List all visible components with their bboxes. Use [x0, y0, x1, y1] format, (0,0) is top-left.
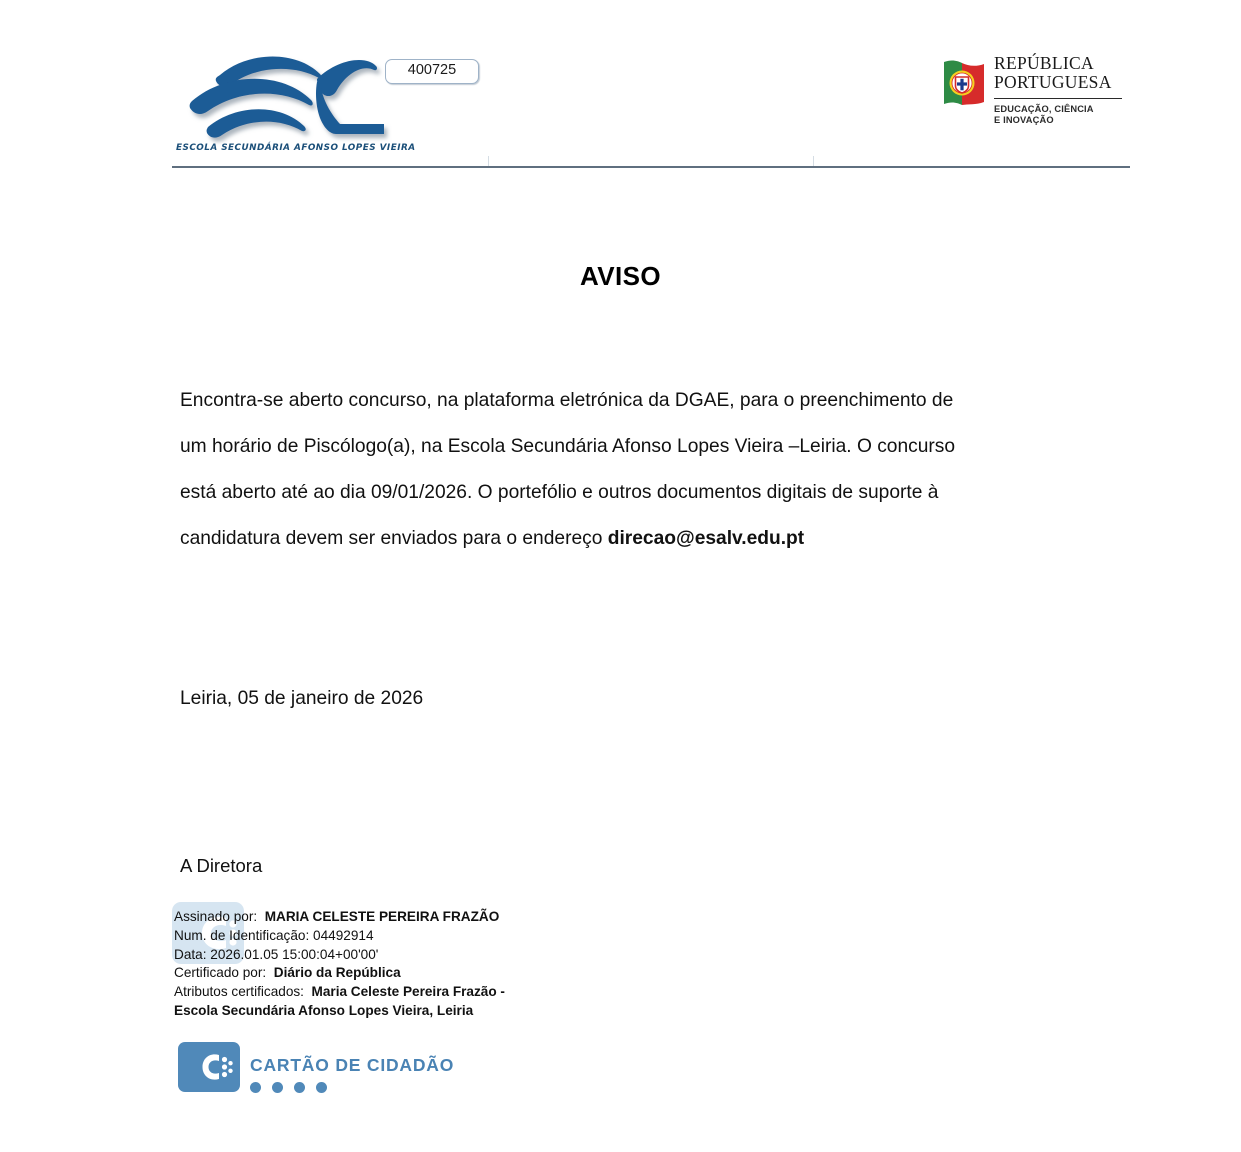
cartao-cidadao-dot [272, 1082, 283, 1093]
body-line-text: candidatura devem ser enviados para o endereço [180, 528, 608, 549]
cartao-cidadao-c-glyph-icon [178, 1042, 240, 1092]
signature-certified-by [174, 964, 594, 983]
signature-id-value: 04492914 [313, 927, 374, 943]
republica-line-1: REPÚBLICA [994, 53, 1094, 73]
signature-certified-by-label: Certificado por: [174, 965, 267, 981]
signature-identification [174, 927, 594, 946]
signature-signed-by [174, 908, 594, 927]
school-code-badge: 400725 [385, 59, 479, 84]
body-line: Encontra-se aberto concurso, na plataforma eletrónica da DGAE, para o preenchimento de [180, 390, 954, 411]
republica-subtitle-2: E INOVAÇÃO [994, 115, 1054, 126]
header-divider-rule [172, 166, 1130, 168]
school-book-wave-logo-icon [170, 52, 400, 147]
signature-attributes-value: Maria Celeste Pereira Frazão - [311, 984, 505, 1000]
signature-attributes-value-line2: Escola Secundária Afonso Lopes Vieira, Leiria [174, 1002, 474, 1018]
signature-date [174, 946, 594, 965]
signature-date-label: Data: [174, 946, 207, 962]
signature-id-label: Num. de Identificação: [174, 927, 310, 943]
signature-attributes-label: Atributos certificados: [174, 984, 304, 1000]
document-header [170, 40, 1130, 170]
cartao-cidadao-logo [178, 1042, 455, 1104]
digital-signature-block [174, 908, 594, 1028]
page-title: AVISO [580, 261, 661, 291]
place-and-date: Leiria, 05 de janeiro de 2026 [180, 688, 424, 709]
republica-line-2: PORTUGUESA [994, 71, 1112, 92]
republica-subtitle-1: EDUCAÇÃO, CIÊNCIA [994, 103, 1094, 114]
body-line: um horário de Piscólogo(a), na Escola Secundária Afonso Lopes Vieira –Leiria. O concurso [180, 436, 956, 457]
header-rule-tick [488, 156, 489, 166]
signature-attributes [174, 983, 594, 1002]
contact-email: direcao@esalv.edu.pt [607, 528, 805, 549]
signature-signed-by-label: Assinado por: [174, 909, 258, 924]
body-line-with-email [180, 516, 1070, 562]
cartao-cidadao-wordmark: CARTÃO DE CIDADÃO [250, 1055, 455, 1075]
header-rule-tick [813, 156, 814, 166]
signature-attributes-cont [174, 1002, 594, 1021]
signer-role: A Diretora [180, 855, 263, 876]
cartao-cidadao-dots [250, 1082, 327, 1093]
document-body [180, 378, 1070, 562]
cartao-cidadao-dot [294, 1082, 305, 1093]
signature-signed-by-value: MARIA CELESTE PEREIRA FRAZÃO [264, 909, 500, 924]
republica-portuguesa-text [994, 54, 1124, 127]
cartao-cidadao-dot [316, 1082, 327, 1093]
signature-details [174, 908, 594, 1021]
republica-portuguesa-logo [922, 54, 1122, 154]
cartao-cidadao-dot [250, 1082, 261, 1093]
republica-divider [994, 98, 1122, 99]
school-logo [170, 52, 416, 167]
signature-certified-by-value: Diário da República [273, 965, 401, 981]
signature-date-value: 2026.01.05 15:00:04+00'00' [210, 946, 379, 962]
school-wordmark: ESCOLA SECUNDÁRIA AFONSO LOPES VIEIRA [176, 142, 416, 153]
body-line: está aberto até ao dia 09/01/2026. O portefólio e outros documentos digitais de suporte à [180, 482, 939, 503]
portuguese-shield-flag-icon [942, 58, 986, 112]
